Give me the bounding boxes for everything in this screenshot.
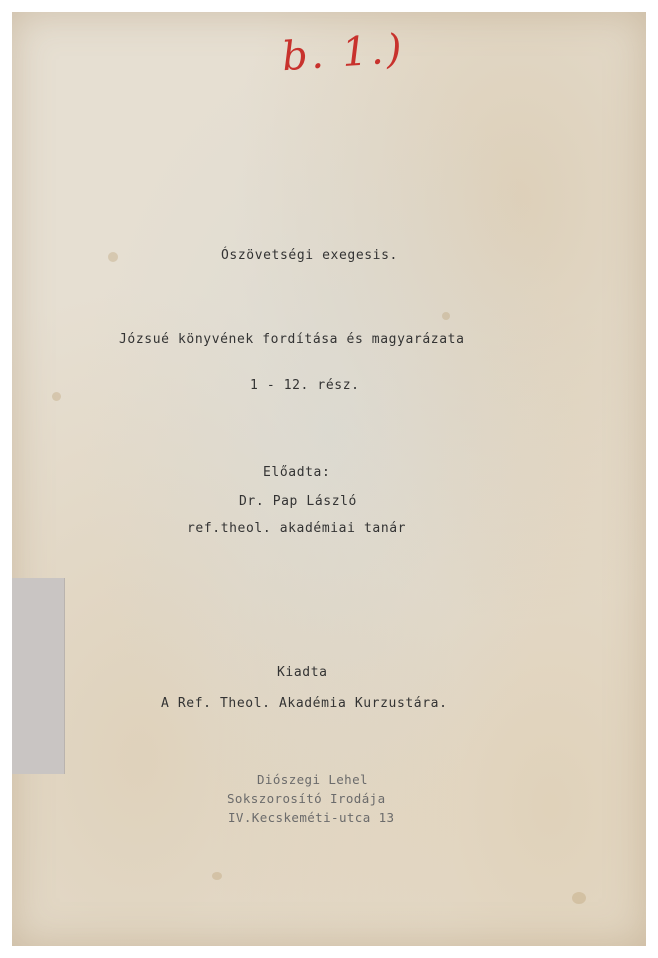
stain-spot bbox=[52, 392, 61, 401]
stain-spot bbox=[572, 892, 586, 904]
presenter-position: ref.theol. akadémiai tanár bbox=[187, 521, 407, 536]
library-label-patch bbox=[12, 578, 65, 774]
chapter-range: 1 - 12. rész. bbox=[250, 378, 360, 393]
stain-spot bbox=[212, 872, 222, 880]
publisher-name: A Ref. Theol. Akadémia Kurzustára. bbox=[161, 696, 448, 711]
document-subtitle: Józsué könyvének fordítása és magyarázata bbox=[119, 332, 465, 347]
printer-stamp-line-3: IV.Kecskeméti-utca 13 bbox=[228, 810, 395, 825]
stain-spot bbox=[442, 312, 450, 320]
stain-spot bbox=[108, 252, 118, 262]
document-title: Ószövetségi exegesis. bbox=[221, 248, 398, 263]
printer-stamp-line-1: Diószegi Lehel bbox=[257, 772, 368, 787]
publisher-label: Kiadta bbox=[277, 665, 328, 680]
printer-stamp-line-2: Sokszorosító Irodája bbox=[227, 791, 386, 806]
shelfmark-handwritten: b. 1.) bbox=[280, 25, 407, 81]
presenter-name: Dr. Pap László bbox=[239, 494, 357, 509]
presented-by-label: Előadta: bbox=[263, 465, 331, 480]
document-page bbox=[12, 12, 646, 946]
